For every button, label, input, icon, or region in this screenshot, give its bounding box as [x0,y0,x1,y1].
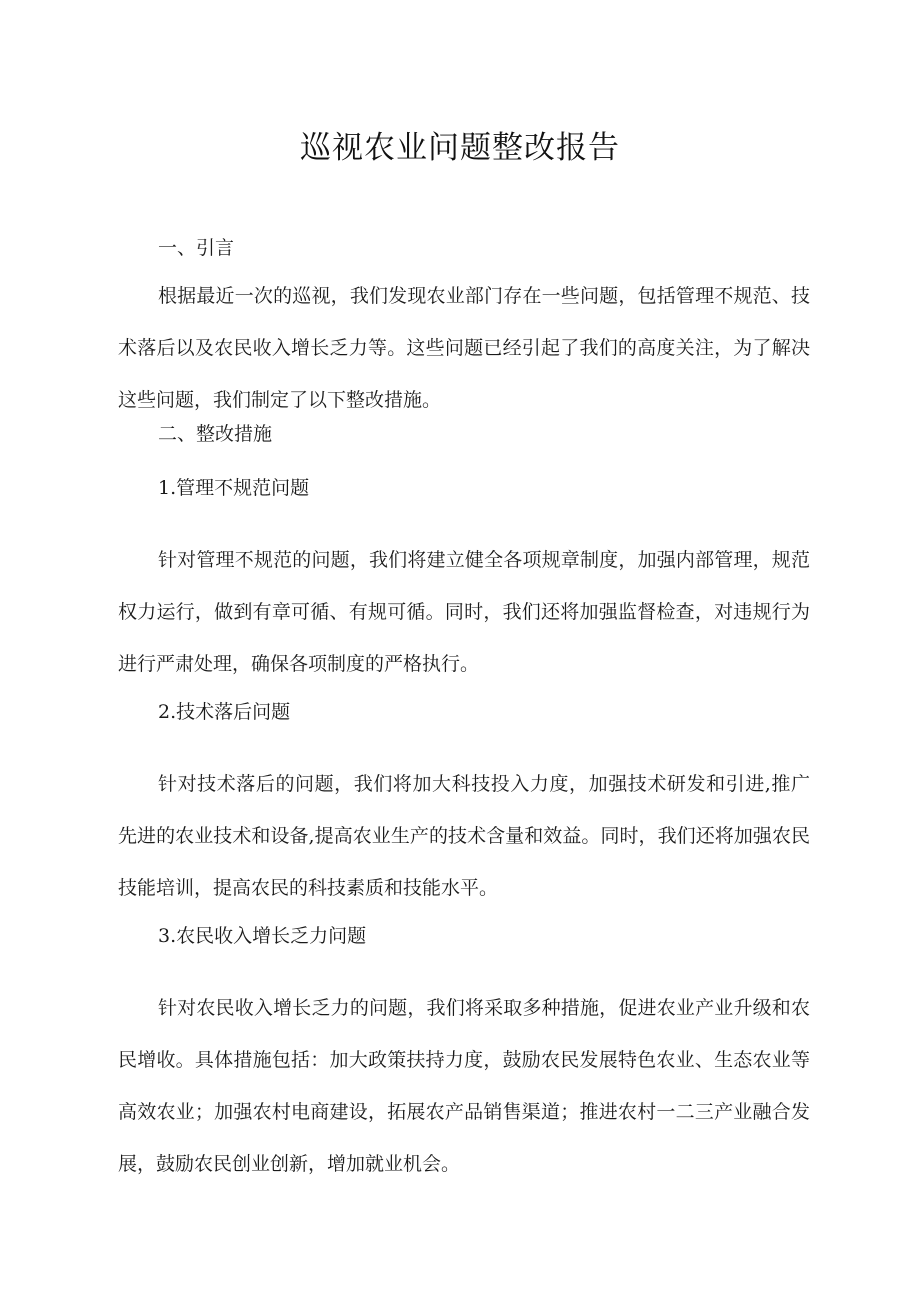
document-title: 巡视农业问题整改报告 [300,130,620,166]
item-paragraph-management: 针对管理不规范的问题，我们将建立健全各项规章制度，加强内部管理，规范权力运行，做到有章可循、有规可循。同时，我们还将加强监督检查，对违规行为进行严肃处理，确保各项制度的严格执行。 [118,549,810,675]
item-heading-technology: 2.技术落后问题 [158,701,291,723]
item-paragraph-technology: 针对技术落后的问题，我们将加大科技投入力度，加强技术研发和引进,推广先进的农业技术和设备,提高农业生产的技术含量和效益。同时，我们还将加强农民技能培训，提高农民的科技素质和技能水平。 [118,773,810,899]
item-heading-income: 3.农民收入增长乏力问题 [158,925,367,947]
item-paragraph-income: 针对农民收入增长乏力的问题，我们将采取多种措施，促进农业产业升级和农民增收。具体措施包括：加大政策扶持力度，鼓励农民发展特色农业、生态农业等高效农业；加强农村电商建设，拓展农产品销售渠道；推进农村一二三产业融合发展，鼓励农民创业创新，增加就业机会。 [118,997,810,1175]
section-paragraph-intro: 根据最近一次的巡视，我们发现农业部门存在一些问题，包括管理不规范、技术落后以及农民收入增长乏力等。这些问题已经引起了我们的高度关注，为了解决这些问题，我们制定了以下整改措施。 [118,285,810,411]
section-heading-intro: 一、引言 [158,237,235,259]
item-heading-management: 1.管理不规范问题 [158,477,310,499]
section-heading-measures: 二、整改措施 [158,423,273,445]
